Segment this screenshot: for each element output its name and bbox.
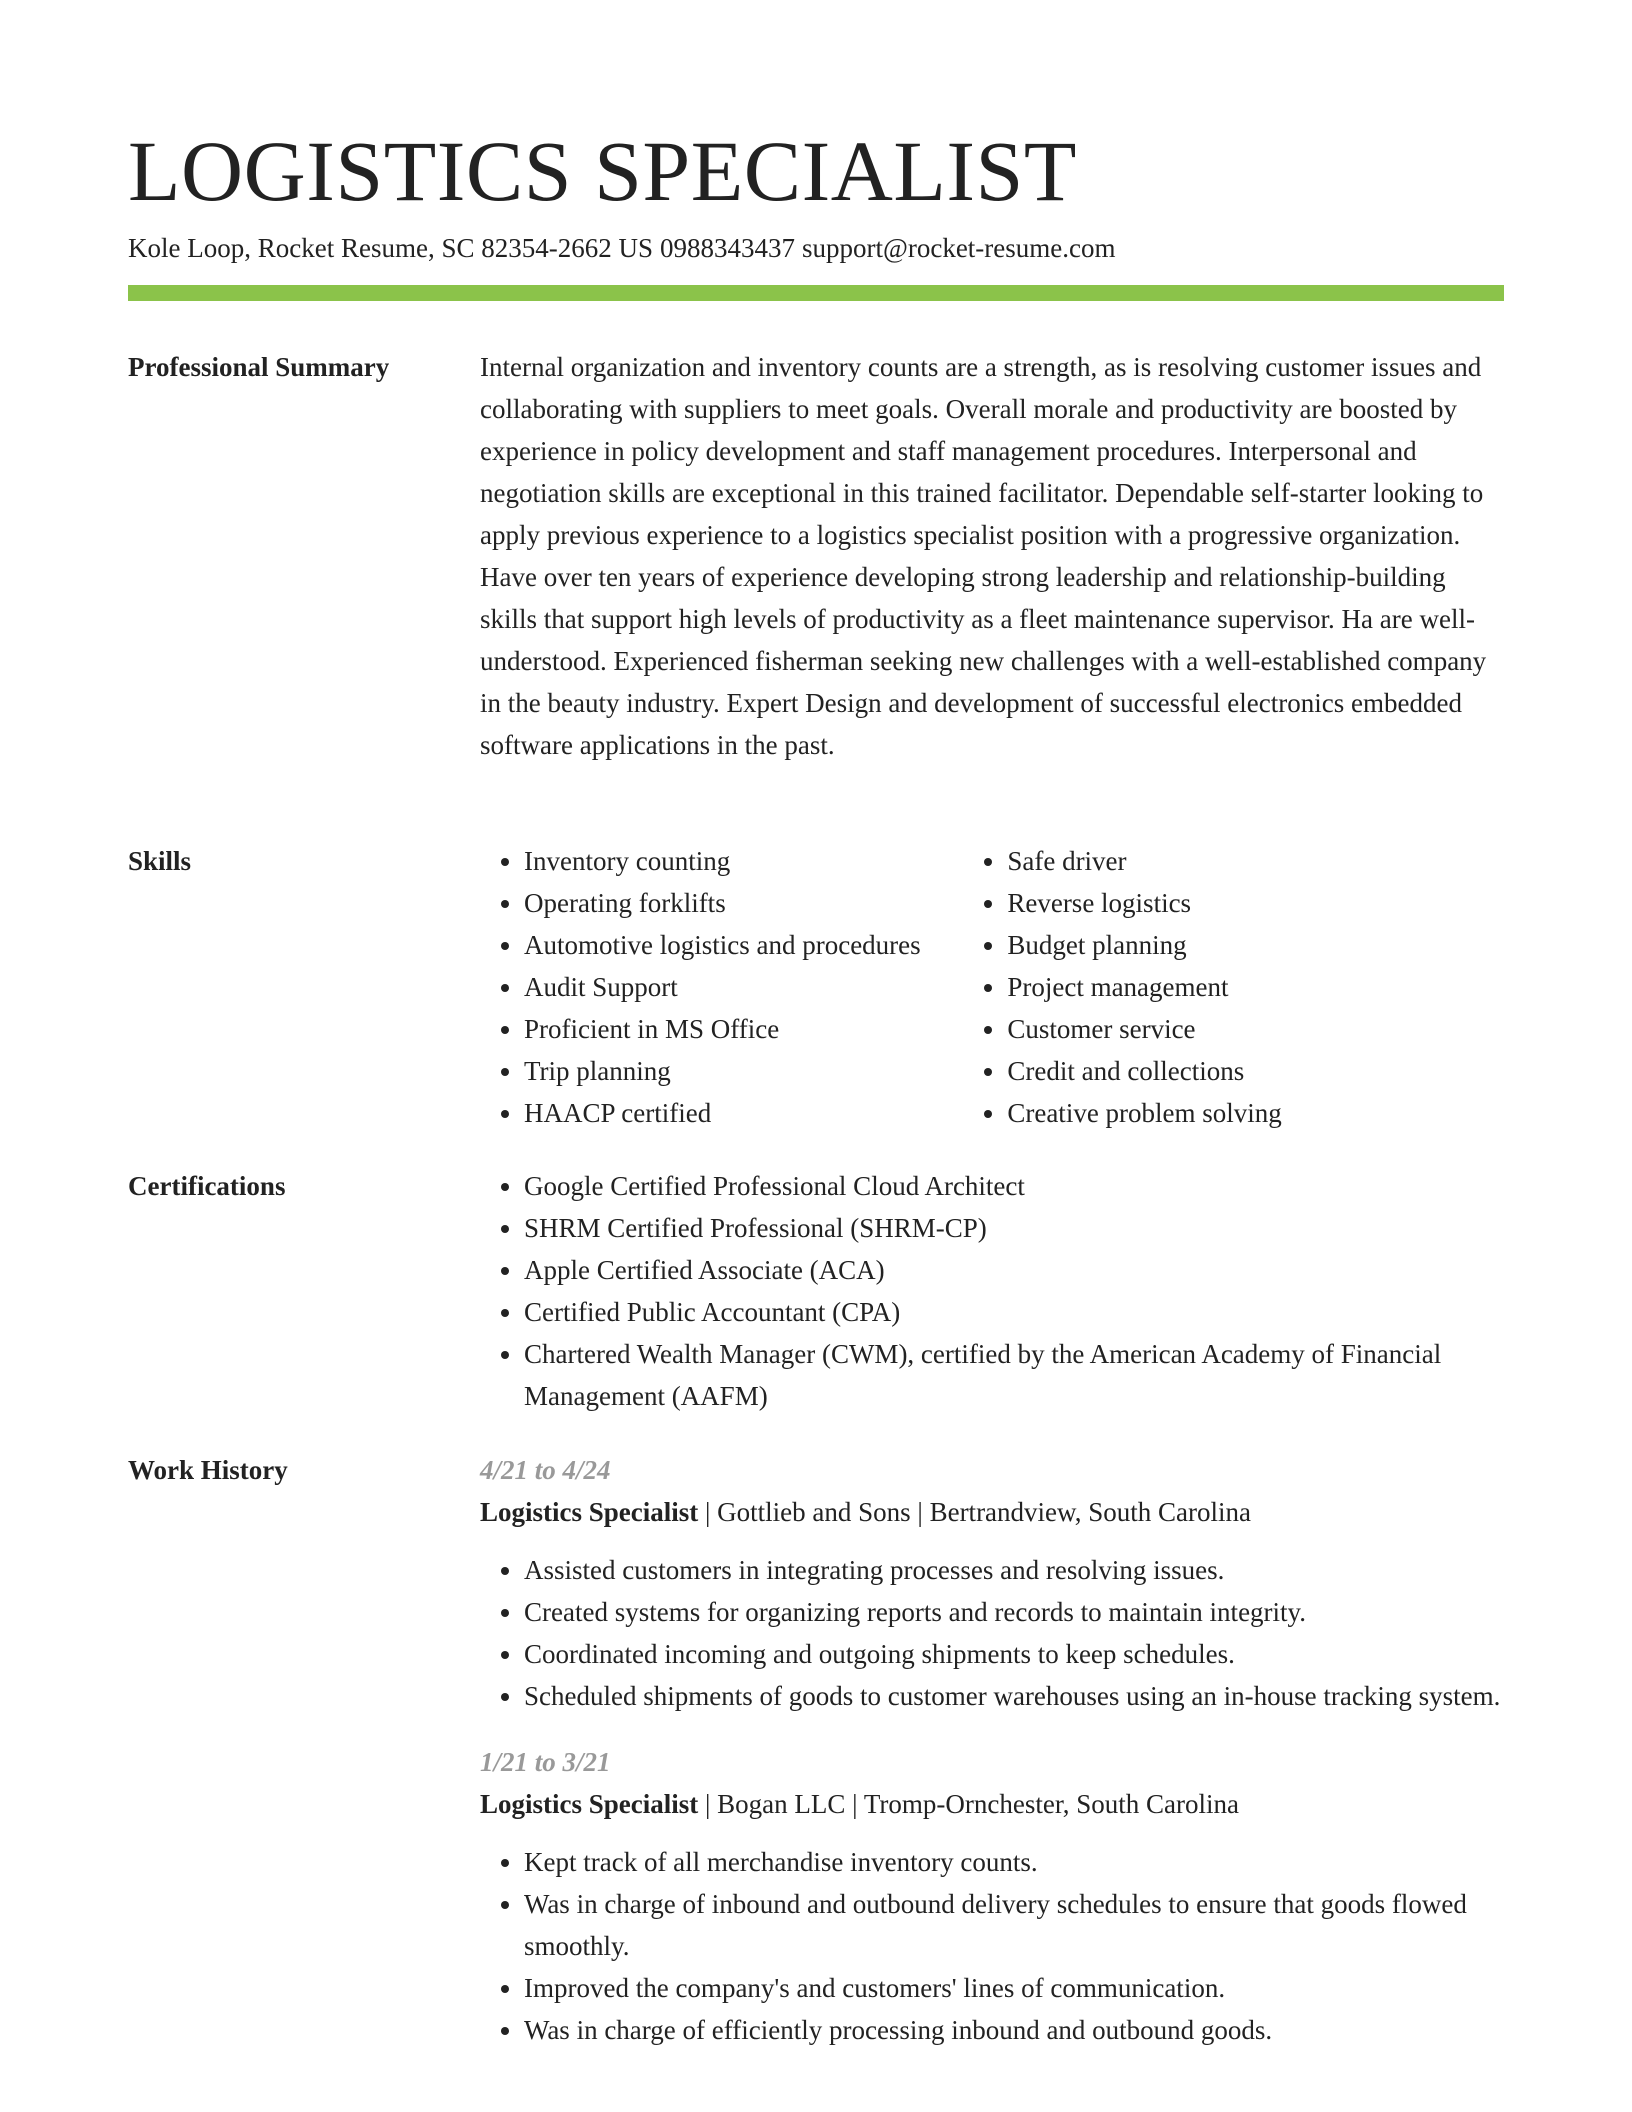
work-history-heading: Work History (128, 1455, 288, 1485)
certification-item: • Certified Public Accountant (CPA) (524, 1291, 1504, 1333)
skill-item: • HAACP certified (524, 1092, 963, 1134)
contact-line (128, 230, 1123, 266)
certifications-list (480, 1165, 1504, 1417)
job-bullet: • Scheduled shipments of goods to customer warehouses using an in-house tracking system. (524, 1675, 1504, 1717)
skill-item: • Audit Support (524, 966, 963, 1008)
certification-item: • Chartered Wealth Manager (CWM), certified by the American Academy of Financial Management (AAFM) (524, 1333, 1504, 1417)
summary-text: Internal organization and inventory counts are a strength, as is resolving customer issues and collaborating with suppliers to meet goals. Overall morale and productivity are boosted by experience in policy development and staff management procedures. Interpersonal and negotiation skills are exceptional in this trained facilitator. Dependable self-starter looking to apply previous experience to a logistics specialist position with a progressive organization. Have over ten years of experience developing strong leadership and relationship-building skills that support high levels of productivity as a fleet maintenance supervisor. Ha are well-understood. Experienced fisherman seeking new challenges with a well-established company in the beauty industry. Expert Design and development of successful electronics embedded software applications in the past. (480, 352, 1487, 760)
skill-item: • Trip planning (524, 1050, 963, 1092)
certification-item: • Apple Certified Associate (ACA) (524, 1249, 1504, 1291)
certifications-body (480, 1165, 1504, 1417)
skill-item: • Safe driver (1007, 840, 1504, 882)
work-history-body (480, 1449, 1504, 2051)
job-dates: 4/21 to 4/24 (480, 1455, 611, 1485)
job-dates: 1/21 to 3/21 (480, 1747, 611, 1777)
job-bullet: • Coordinated incoming and outgoing shipments to keep schedules. (524, 1633, 1504, 1675)
skill-item: • Automotive logistics and procedures (524, 924, 963, 966)
certification-item: • Google Certified Professional Cloud Architect (524, 1165, 1504, 1207)
job-bullet: • Was in charge of inbound and outbound delivery schedules to ensure that goods flowed smoothly. (524, 1883, 1504, 1967)
job-bullet: • Improved the company's and customers' lines of communication. (524, 1967, 1504, 2009)
contact-address: Kole Loop, Rocket Resume, SC 82354-2662 US (128, 233, 653, 263)
resume-title: LOGISTICS SPECIALIST (128, 123, 1077, 219)
skills-list-right (963, 840, 1504, 1134)
job-bullets (480, 1841, 1504, 2051)
skill-item: • Creative problem solving (1007, 1092, 1504, 1134)
skills-heading: Skills (128, 846, 192, 876)
job-bullets (480, 1549, 1504, 1717)
contact-phone: 0988343437 (659, 233, 795, 263)
job-bullet: • Assisted customers in integrating processes and resolving issues. (524, 1549, 1504, 1591)
summary-heading: Professional Summary (128, 352, 390, 382)
job-title-line: Logistics Specialist | Bogan LLC | Tromp-Ornchester, South Carolina (480, 1789, 1239, 1819)
job-location: Tromp-Ornchester, South Carolina (863, 1789, 1239, 1819)
contact-email: support@rocket-resume.com (801, 233, 1116, 263)
job-bullet: • Kept track of all merchandise inventory counts. (524, 1841, 1504, 1883)
skill-item: • Credit and collections (1007, 1050, 1504, 1092)
job-title: Logistics Specialist (480, 1789, 699, 1819)
skill-item: • Inventory counting (524, 840, 963, 882)
job-title: Logistics Specialist (480, 1497, 699, 1527)
job-entry (480, 1741, 1504, 2051)
job-company: Gottlieb and Sons (717, 1497, 911, 1527)
skill-item: • Budget planning (1007, 924, 1504, 966)
job-company: Bogan LLC (717, 1789, 846, 1819)
skill-item: • Operating forklifts (524, 882, 963, 924)
certifications-heading: Certifications (128, 1171, 286, 1201)
job-title-line: Logistics Specialist | Gottlieb and Sons | Bertrandview, South Carolina (480, 1497, 1252, 1527)
job-bullet: • Was in charge of efficiently processing inbound and outbound goods. (524, 2009, 1504, 2051)
skill-item: • Reverse logistics (1007, 882, 1504, 924)
skill-item: • Customer service (1007, 1008, 1504, 1050)
skill-item: • Proficient in MS Office (524, 1008, 963, 1050)
skill-item: • Project management (1007, 966, 1504, 1008)
job-entry (480, 1449, 1504, 1717)
job-location: Bertrandview, South Carolina (929, 1497, 1252, 1527)
accent-divider (128, 285, 1504, 301)
certification-item: • SHRM Certified Professional (SHRM-CP) (524, 1207, 1504, 1249)
summary-body (480, 346, 1504, 766)
job-bullet: • Created systems for organizing reports and records to maintain integrity. (524, 1591, 1504, 1633)
skills-body (480, 840, 1504, 1134)
skills-list-left (480, 840, 963, 1134)
